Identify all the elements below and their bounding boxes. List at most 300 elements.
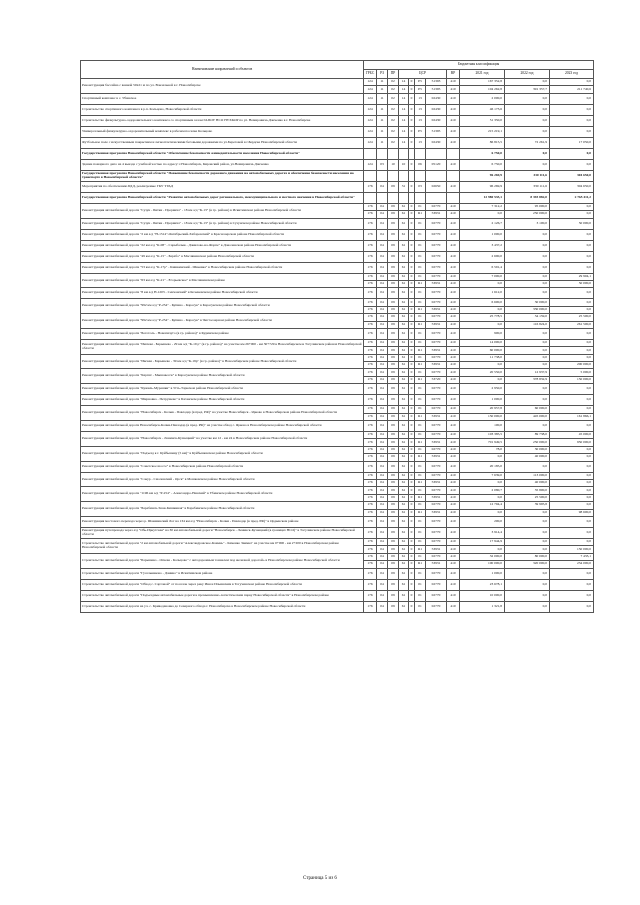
- code-cell: 0: [409, 454, 415, 461]
- code-cell: 410: [447, 376, 460, 383]
- code-cell: 04: [377, 273, 388, 280]
- code-cell: 410: [447, 502, 460, 509]
- code-cell: R1: [415, 376, 426, 383]
- code-cell: 06: [415, 159, 426, 170]
- code-cell: 02770: [426, 527, 447, 538]
- code-cell: R1: [415, 413, 426, 420]
- amount-cell-2022: 116 824,0: [505, 321, 550, 328]
- code-cell: 01: [415, 553, 426, 560]
- code-cell: 04: [377, 280, 388, 287]
- code-cell: 0: [409, 579, 415, 590]
- code-cell: 02770: [426, 421, 447, 432]
- code-cell: 0: [409, 93, 415, 104]
- amount-cell-2021: 6 600,0: [460, 299, 505, 306]
- amount-cell-2022: 30 000,0: [505, 299, 550, 306]
- code-cell: 61: [399, 527, 409, 538]
- code-cell: 02: [388, 137, 399, 148]
- code-cell: 61: [399, 509, 409, 516]
- code-cell: 61: [399, 376, 409, 383]
- code-cell: 04: [377, 432, 388, 439]
- code-cell: 02770: [426, 218, 447, 229]
- code-cell: 04: [377, 328, 388, 339]
- table-row: [81, 395, 594, 406]
- code-cell: 0: [409, 299, 415, 306]
- code-cell: 02770: [426, 601, 447, 612]
- header-vr: ВР: [447, 70, 460, 79]
- code-cell: 53931: [426, 280, 447, 287]
- code-cell: 410: [447, 421, 460, 432]
- code-cell: 176: [364, 262, 377, 273]
- code-cell: 11: [377, 93, 388, 104]
- code-cell: 53931: [426, 211, 447, 218]
- code-cell: 0: [409, 86, 415, 93]
- code-cell: 01: [415, 568, 426, 579]
- code-cell: 410: [447, 288, 460, 299]
- code-cell: 176: [364, 538, 377, 545]
- amount-cell-2023: 0,0: [550, 229, 594, 240]
- code-cell: 04: [377, 262, 388, 273]
- code-cell: 01: [415, 502, 426, 509]
- code-cell: 02770: [426, 240, 447, 251]
- code-cell: 04: [377, 479, 388, 486]
- code-cell: 176: [364, 299, 377, 306]
- code-cell: 0: [409, 376, 415, 383]
- code-cell: 410: [447, 306, 460, 313]
- amount-cell-2022: 3 100,0: [505, 218, 550, 229]
- code-cell: 02430: [426, 137, 447, 148]
- amount-cell-2023: 0,0: [550, 527, 594, 538]
- amount-cell-2023: 0,0: [550, 79, 594, 86]
- code-cell: 176: [364, 369, 377, 376]
- code-cell: 176: [364, 314, 377, 321]
- code-cell: 410: [447, 538, 460, 545]
- code-cell: 0: [409, 516, 415, 527]
- amount-cell-2022: 0,0: [505, 461, 550, 472]
- code-cell: [364, 148, 377, 159]
- amount-cell-2023: 0,0: [550, 395, 594, 406]
- code-cell: R1: [415, 321, 426, 328]
- code-cell: 02430: [426, 115, 447, 126]
- code-cell: 09: [388, 376, 399, 383]
- amount-cell-2021: 51 350,0: [460, 115, 505, 126]
- code-cell: 176: [364, 395, 377, 406]
- amount-cell-2022: 378 832,9: [505, 376, 550, 383]
- code-cell: 53931: [426, 561, 447, 568]
- amount-cell-2022: 30 000,0: [505, 446, 550, 453]
- code-cell: 11: [377, 115, 388, 126]
- code-cell: 04: [377, 354, 388, 361]
- code-cell: 14: [399, 126, 409, 137]
- code-cell: 61: [399, 516, 409, 527]
- code-cell: 0: [409, 280, 415, 287]
- code-cell: 61: [399, 218, 409, 229]
- code-cell: 04: [377, 218, 388, 229]
- amount-cell-2023: 0,0: [550, 240, 594, 251]
- header-year-2022: 2022 год: [505, 70, 550, 79]
- code-cell: 61: [399, 369, 409, 376]
- amount-cell-2022: 250 000,0: [505, 439, 550, 446]
- amount-cell-2022: 72 261,9: [505, 137, 550, 148]
- object-name-cell: Реконструкция автомобильной дороги "Новосибирск - Колыв - Павлодар (в пред. РФ)" на участке Новосибирск - Ярково в Новосибирском районе Новосибирской области: [81, 406, 364, 421]
- object-name-cell: Реконструкция автомобильной дороги "992 км а/д "Р-254" - Купино - Карасук" в Чистоозерном районе Новосибирской области: [81, 314, 364, 329]
- code-cell: 0: [409, 502, 415, 509]
- code-cell: 04: [377, 590, 388, 601]
- code-cell: R1: [415, 454, 426, 461]
- amount-cell-2022: 40 000,0: [505, 479, 550, 486]
- code-cell: 09: [388, 395, 399, 406]
- table-row: [81, 601, 594, 612]
- amount-cell-2022: 0,0: [505, 262, 550, 273]
- code-cell: 0: [409, 211, 415, 218]
- object-name-cell: Реконструкция автомобильной дороги "49 км а/д "К-15" - Барабо" в Маслянинском районе Новосибирской области: [81, 251, 364, 262]
- table-row: [81, 314, 594, 321]
- table-row: [81, 218, 594, 229]
- amount-cell-2021: 6 750,0: [460, 159, 505, 170]
- table-row: [81, 115, 594, 126]
- code-cell: 04: [377, 454, 388, 461]
- code-cell: 176: [364, 439, 377, 446]
- code-cell: 0: [409, 79, 415, 86]
- amount-cell-2022: 250 000,0: [505, 211, 550, 218]
- code-cell: 176: [364, 479, 377, 486]
- code-cell: 09: [388, 590, 399, 601]
- table-row: [81, 339, 594, 346]
- amount-cell-2021: 60 000,0: [460, 347, 505, 354]
- amount-cell-2021: 100 000,0: [460, 561, 505, 568]
- amount-cell-2021: 96 269,9: [460, 170, 505, 181]
- code-cell: 09: [388, 561, 399, 568]
- code-cell: 09: [388, 262, 399, 273]
- object-name-cell: Реконструкция автомобильной дороги "22 км а/д "К-08" - Сарыбалык - Данилово-на-Форпе" в Доволенском районе Новосибирской области: [81, 240, 364, 251]
- code-cell: 02770: [426, 472, 447, 479]
- code-cell: 53720: [426, 376, 447, 383]
- code-cell: 04: [377, 314, 388, 321]
- code-cell: 176: [364, 181, 377, 192]
- code-cell: 410: [447, 273, 460, 280]
- code-cell: 61: [399, 590, 409, 601]
- code-cell: 04: [377, 502, 388, 509]
- table-row: [81, 590, 594, 601]
- amount-cell-2023: 0,0: [550, 306, 594, 313]
- amount-cell-2022: 391 357,7: [505, 86, 550, 93]
- amount-cell-2022: 0,0: [505, 509, 550, 516]
- code-cell: 176: [364, 454, 377, 461]
- code-cell: 02770: [426, 299, 447, 306]
- code-cell: 410: [447, 251, 460, 262]
- code-cell: [388, 192, 399, 203]
- amount-cell-2023: 211 740,6: [550, 86, 594, 93]
- code-cell: 09: [388, 211, 399, 218]
- code-cell: 176: [364, 321, 377, 328]
- code-cell: 0: [409, 354, 415, 361]
- code-cell: 09: [388, 280, 399, 287]
- code-cell: 176: [364, 446, 377, 453]
- code-cell: 176: [364, 203, 377, 210]
- code-cell: 09: [388, 439, 399, 446]
- amount-cell-2023: 0,0: [550, 148, 594, 159]
- code-cell: 176: [364, 579, 377, 590]
- code-cell: 176: [364, 211, 377, 218]
- code-cell: 176: [364, 553, 377, 560]
- amount-cell-2023: 7 433,1: [550, 553, 594, 560]
- code-cell: 14: [399, 79, 409, 86]
- code-cell: 61: [399, 432, 409, 439]
- code-cell: 410: [447, 347, 460, 354]
- amount-cell-2021: 3 437,2: [460, 240, 505, 251]
- code-cell: 0: [409, 159, 415, 170]
- code-cell: 176: [364, 516, 377, 527]
- code-cell: 176: [364, 494, 377, 501]
- code-cell: 09: [388, 432, 399, 439]
- table-row: [81, 203, 594, 210]
- code-cell: 01: [415, 516, 426, 527]
- code-cell: R1: [415, 280, 426, 287]
- code-cell: 51395: [426, 86, 447, 93]
- object-name-cell: Реконструкция автомобильной дороги "Барабинск-Зюзя-Кишкиная" в Барабинском районе Новосибирской области: [81, 502, 364, 517]
- amount-cell-2021: 104 262,8: [460, 86, 505, 93]
- code-cell: 04: [377, 538, 388, 545]
- amount-cell-2022: 0,0: [505, 251, 550, 262]
- code-cell: 410: [447, 262, 460, 273]
- code-cell: 04: [377, 446, 388, 453]
- code-cell: 09: [388, 509, 399, 516]
- code-cell: 410: [447, 159, 460, 170]
- amount-cell-2023: 0,0: [550, 568, 594, 579]
- code-cell: 02: [388, 104, 399, 115]
- code-cell: R1: [415, 347, 426, 354]
- code-cell: [377, 148, 388, 159]
- amount-cell-2022: 0,0: [505, 148, 550, 159]
- amount-cell-2023: 0,0: [550, 288, 594, 299]
- amount-cell-2021: 0,0: [460, 211, 505, 218]
- amount-cell-2023: 0,0: [550, 328, 594, 339]
- table-row: [81, 384, 594, 395]
- amount-cell-2023: 0,0: [550, 203, 594, 210]
- code-cell: 0: [409, 262, 415, 273]
- code-cell: 09: [388, 240, 399, 251]
- code-cell: 0: [409, 339, 415, 346]
- code-cell: 53931: [426, 479, 447, 486]
- object-name-cell: Реконструкция автомобильной дороги "Советское шоссе" в Новосибирском районе Новосибирской области: [81, 461, 364, 472]
- code-cell: 01: [415, 461, 426, 472]
- header-name-cell: Наименование направлений и объектов: [81, 61, 364, 79]
- object-name-cell: Реконструкция автомобильной дороги "Карпат - Мышовесск" в Карасукском районе Новосибирской области: [81, 369, 364, 384]
- code-cell: 51395: [426, 126, 447, 137]
- code-cell: 03: [415, 181, 426, 192]
- code-cell: 61: [399, 306, 409, 313]
- amount-cell-2022: 0,0: [505, 590, 550, 601]
- code-cell: 176: [364, 288, 377, 299]
- object-name-cell: Строительство автомобильной дороги "Обход с. Сартовой" от поселок через реку Иня и Ильинским в Тогучинском районе Новосибирской области: [81, 579, 364, 590]
- code-cell: 09: [388, 384, 399, 395]
- code-cell: 176: [364, 502, 377, 509]
- code-cell: 410: [447, 115, 460, 126]
- amount-cell-2023: 0,0: [550, 502, 594, 509]
- code-cell: 61: [399, 502, 409, 509]
- code-cell: 02770: [426, 354, 447, 361]
- code-cell: 410: [447, 314, 460, 321]
- code-cell: 410: [447, 454, 460, 461]
- code-cell: 0: [409, 218, 415, 229]
- code-cell: 124: [364, 79, 377, 86]
- object-name-cell: Реконструкция автомобильной дороги "8 км а/д Н-1203 - Сенчанский" в Коченевском районе Новосибирской области: [81, 288, 364, 299]
- object-name-cell: Строительство автомобильной дороги "Гусельниково - Данино" в Искитимском районе: [81, 568, 364, 579]
- amount-cell-2022: 12 937,9: [505, 369, 550, 376]
- table-row: [81, 137, 594, 148]
- code-cell: 03: [377, 159, 388, 170]
- table-row: [81, 229, 594, 240]
- code-cell: 0: [409, 406, 415, 413]
- amount-cell-2023: 0,0: [550, 93, 594, 104]
- code-cell: 53931: [426, 509, 447, 516]
- code-cell: 02770: [426, 432, 447, 439]
- code-cell: 04: [377, 339, 388, 346]
- table-row: [81, 446, 594, 453]
- code-cell: 09: [388, 472, 399, 479]
- code-cell: 124: [364, 93, 377, 104]
- table-row: [81, 461, 594, 472]
- code-cell: 09: [388, 347, 399, 354]
- code-cell: 10: [388, 159, 399, 170]
- code-cell: P5: [415, 79, 426, 86]
- object-name-cell: Государственная программа Новосибирской области "Обеспечение безопасности жизнедеятельности населения Новосибирской области": [81, 148, 364, 159]
- code-cell: 04: [377, 211, 388, 218]
- code-cell: 01: [415, 339, 426, 346]
- code-cell: 176: [364, 218, 377, 229]
- code-cell: [399, 192, 409, 203]
- code-cell: R1: [415, 479, 426, 486]
- code-cell: 61: [399, 439, 409, 446]
- object-name-cell: Мероприятия по обеспечению БДД, реализуемые ГКУ ТУАД: [81, 181, 364, 192]
- amount-cell-2021: 7 000,0: [460, 273, 505, 280]
- code-cell: 61: [399, 413, 409, 420]
- amount-cell-2021: 1 000,0: [460, 568, 505, 579]
- code-cell: 04: [377, 369, 388, 376]
- code-cell: 61: [399, 280, 409, 287]
- code-cell: 02770: [426, 369, 447, 376]
- code-cell: 410: [447, 439, 460, 446]
- code-cell: 09: [388, 516, 399, 527]
- code-cell: 09: [388, 553, 399, 560]
- code-cell: 0: [409, 527, 415, 538]
- code-cell: 02770: [426, 461, 447, 472]
- code-cell: 410: [447, 229, 460, 240]
- amount-cell-2022: 80 000,0: [505, 553, 550, 560]
- amount-cell-2021: 14 000,0: [460, 339, 505, 346]
- amount-cell-2023: 5 000,0: [550, 369, 594, 376]
- code-cell: 02770: [426, 590, 447, 601]
- amount-cell-2023: 0,0: [550, 487, 594, 494]
- object-name-cell: Строительство автомобильной дороги "Барышево - Огнева - Кольцово" с автодорожным тоннелем под железной дорогой» в Новосибирском районе Новосибирской области: [81, 553, 364, 568]
- code-cell: [415, 170, 426, 181]
- code-cell: 176: [364, 432, 377, 439]
- code-cell: 410: [447, 494, 460, 501]
- code-cell: 09: [388, 413, 399, 420]
- code-cell: 0: [409, 395, 415, 406]
- code-cell: R1: [415, 494, 426, 501]
- code-cell: 02: [388, 115, 399, 126]
- amount-cell-2021: 0,0: [460, 509, 505, 516]
- code-cell: 09: [388, 362, 399, 369]
- amount-cell-2022: 0,0: [505, 546, 550, 553]
- code-cell: 410: [447, 280, 460, 287]
- code-cell: 0: [409, 421, 415, 432]
- amount-cell-2021: 86 815,5: [460, 137, 505, 148]
- amount-cell-2022: 0,0: [505, 362, 550, 369]
- amount-cell-2023: 0,0: [550, 579, 594, 590]
- code-cell: 410: [447, 137, 460, 148]
- code-cell: 176: [364, 240, 377, 251]
- amount-cell-2022: 0,0: [505, 229, 550, 240]
- code-cell: 0: [409, 126, 415, 137]
- code-cell: 61: [399, 472, 409, 479]
- code-cell: 0: [409, 384, 415, 395]
- amount-cell-2021: 20 185,0: [460, 461, 505, 472]
- amount-cell-2021: 25 778,5: [460, 314, 505, 321]
- amount-cell-2021: 3 914,4: [460, 527, 505, 538]
- amount-cell-2023: 950 000,0: [550, 439, 594, 446]
- amount-cell-2023: 200 000,0: [550, 362, 594, 369]
- amount-cell-2022: 0,0: [505, 159, 550, 170]
- amount-cell-2022: 39 995,8: [505, 502, 550, 509]
- code-cell: 0: [409, 479, 415, 486]
- code-cell: 09: [388, 461, 399, 472]
- code-cell: 176: [364, 413, 377, 420]
- header-budget-classification: Бюджетная классификация: [364, 61, 594, 70]
- code-cell: 31: [399, 181, 409, 192]
- code-cell: 176: [364, 376, 377, 383]
- object-name-cell: Здание пожарного депо на 4 выезда с учебной частью по адресу: г.Новосибирск, Кировский район, ул.Немировича-Данченко: [81, 159, 364, 170]
- code-cell: 410: [447, 568, 460, 579]
- code-cell: 0: [409, 203, 415, 210]
- budget-table: [80, 60, 594, 613]
- amount-cell-2023: 0,0: [550, 494, 594, 501]
- code-cell: 09: [388, 273, 399, 280]
- amount-cell-2023: 234 000,0: [550, 561, 594, 568]
- table-row: [81, 369, 594, 376]
- amount-cell-2023: 0,0: [550, 516, 594, 527]
- code-cell: 61: [399, 251, 409, 262]
- header-rz: РЗ: [377, 70, 388, 79]
- code-cell: 410: [447, 461, 460, 472]
- code-cell: P5: [415, 86, 426, 93]
- object-name-cell: Реконструкция автомобильной дороги "Сузун - Битки - Прорвиха" - 18 км а/д "К-13" (в гр. района) в Сузунском районе Новосибирской области: [81, 218, 364, 229]
- code-cell: 09: [388, 229, 399, 240]
- object-name-cell: Реконструкция автомобильной дороги "Новосибирск - Ленинск-Кузнецкий" на участке км 12 - км 24 в Новосибирском районе Новосибирской области: [81, 432, 364, 447]
- amount-cell-2021: 6 750,0: [460, 148, 505, 159]
- code-cell: 61: [399, 406, 409, 413]
- object-name-cell: Реконструкция мостового перехода через р. Шакшинский Лог на 134 км а/д "Новосибирск - Кочки - Павлодар (в пред. РФ)" в Ордынском районе: [81, 516, 364, 527]
- code-cell: 176: [364, 347, 377, 354]
- code-cell: 04: [377, 413, 388, 420]
- code-cell: 61: [399, 601, 409, 612]
- code-cell: 09: [388, 454, 399, 461]
- object-name-cell: Реконструкция автомобильной дороги "53 км а/д "К-17р" - Кишкинский - Шнеевка" в Новосибирском районе Новосибирской области: [81, 262, 364, 273]
- amount-cell-2021: 12 980 535,1: [460, 192, 505, 203]
- code-cell: 0: [409, 251, 415, 262]
- code-cell: 02770: [426, 516, 447, 527]
- code-cell: 61: [399, 273, 409, 280]
- code-cell: 04: [377, 487, 388, 494]
- code-cell: 0: [409, 104, 415, 115]
- code-cell: 01: [415, 369, 426, 376]
- budget-table-body: [81, 79, 594, 613]
- code-cell: 410: [447, 527, 460, 538]
- code-cell: 01: [415, 527, 426, 538]
- code-cell: 0: [409, 347, 415, 354]
- code-cell: 176: [364, 273, 377, 280]
- object-name-cell: Универсальный физкультурно-оздоровительный комплекс в рабочем поселке Кольцово: [81, 126, 364, 137]
